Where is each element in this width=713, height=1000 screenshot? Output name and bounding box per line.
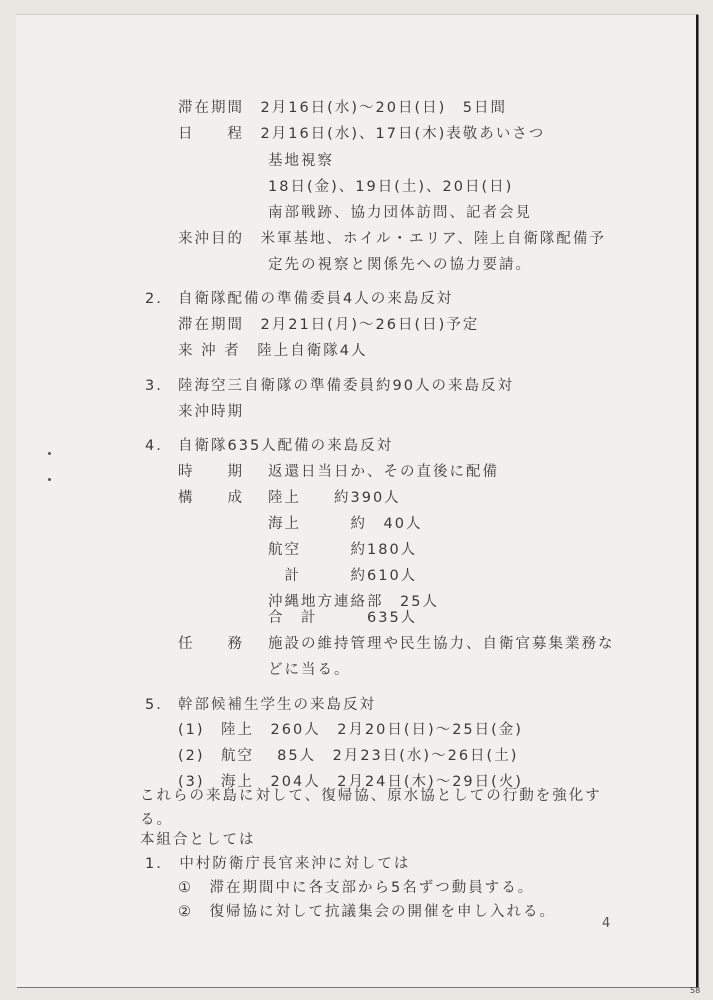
text-line: 4. — [145, 438, 163, 454]
archive-mark: 58 — [690, 986, 701, 995]
text-line: 自衛隊配備の準備委員4人の来島反対 — [178, 291, 454, 307]
text-line: 陸上 約390人 — [268, 490, 401, 506]
text-line: 基地視察 — [268, 153, 334, 169]
text-line: 幹部候補生学生の来島反対 — [178, 697, 376, 713]
text-line: 合 計 635人 — [268, 610, 418, 626]
text-line: 2. — [145, 291, 163, 307]
text-line: ① 滞在期間中に各支部から5名ずつ動員する。 — [178, 880, 535, 896]
text-line: 時 期 — [178, 464, 244, 480]
text-line: 滞在期間 2月21日(月)～26日(日)予定 — [178, 317, 480, 333]
text-line: (2) 航空 85人 2月23日(水)～26日(土) — [178, 748, 519, 764]
text-line: ② 復帰協に対して抗議集会の開催を申し入れる。 — [178, 904, 556, 920]
text-line: 陸海空三自衛隊の準備委員約90人の来島反対 — [178, 378, 514, 394]
text-line: 構 成 — [178, 490, 244, 506]
text-line: 沖縄地方連絡部 25人 — [268, 594, 439, 610]
text-line: 計 約610人 — [268, 568, 418, 584]
text-line: 航空 約180人 — [268, 542, 418, 558]
text-line: どに当る。 — [268, 662, 351, 678]
text-line: 本組合としては — [140, 832, 256, 848]
text-line: (1) 陸上 260人 2月20日(日)～25日(金) — [178, 722, 523, 738]
text-line: 滞在期間 2月16日(水)～20日(日) 5日間 — [178, 100, 507, 116]
text-line: 来沖目的 米軍基地、ホイル・エリア、陸上自衛隊配備予 — [178, 231, 606, 247]
text-line: る。 — [140, 812, 173, 828]
page-number: 4 — [602, 916, 611, 931]
text-line: 南部戦跡、協力団体訪問、記者会見 — [268, 205, 532, 221]
text-line: 定先の視察と関係先への協力要請。 — [268, 257, 532, 273]
text-line: 施設の維持管理や民生協力、自衛官募集業務な — [268, 636, 615, 652]
text-line: 海上 約 40人 — [268, 516, 423, 532]
text-line: 来 沖 者 陸上自衛隊4人 — [178, 343, 368, 359]
text-line: これらの来島に対して、復帰協、原水協としての行動を強化す — [140, 788, 602, 804]
text-line: 来沖時期 — [178, 404, 244, 420]
text-line: 返還日当日か、その直後に配備 — [268, 464, 499, 480]
text-line: (3) 海上 204人 2月24日(木)～29日(火) — [178, 774, 523, 790]
text-line: 1. 中村防衛庁長官来沖に対しては — [145, 856, 411, 872]
text-line: 5. — [145, 697, 163, 713]
text-line: 3. — [145, 378, 163, 394]
text-line: 日 程 2月16日(水)、17日(木)表敬あいさつ — [178, 126, 546, 142]
text-line: 18日(金)、19日(土)、20日(日) — [268, 179, 514, 195]
text-line: 自衛隊635人配備の来島反対 — [178, 438, 394, 454]
text-line: 任 務 — [178, 636, 244, 652]
